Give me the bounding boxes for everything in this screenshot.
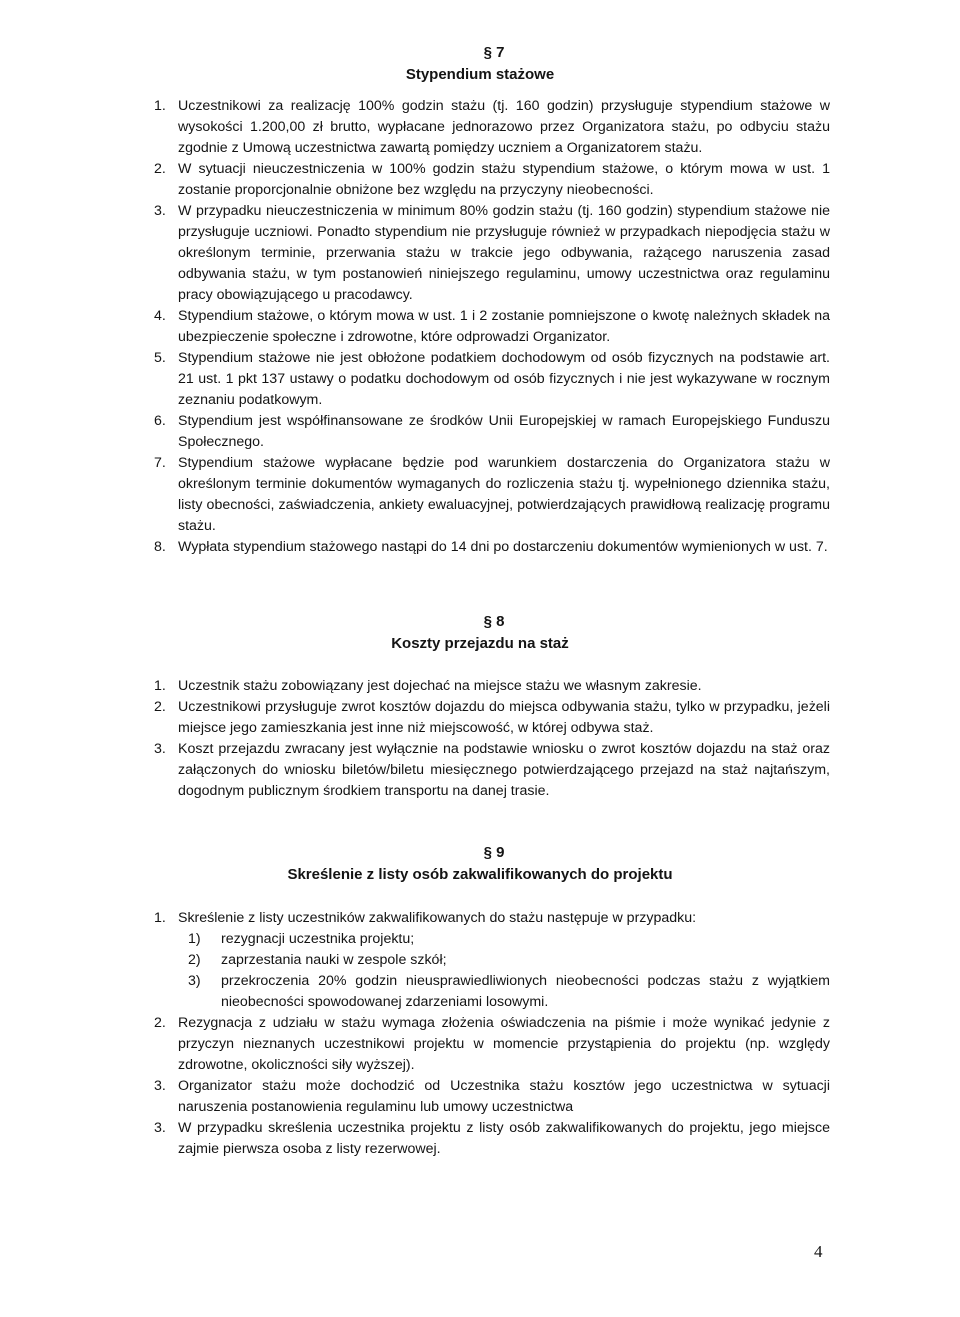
list-item: [154, 159, 830, 201]
item-text: Uczestnikowi za realizację 100% godzin stażu (tj. 160 godzin) przysługuje stypendium stażowe w wysokości 1.200,00 zł brutto, wypłacane jednorazowo przez Organizatora stażu, po odbyciu stażu zgodnie z Umową uczestnictwa zawartą pomiędzy uczniem a Organizatorem stażu.: [178, 98, 830, 156]
item-text: Skreślenie z listy uczestników zakwalifikowanych do stażu następuje w przypadku:: [178, 910, 697, 926]
item-number: 1.: [154, 678, 166, 694]
section-number: § 8: [483, 613, 505, 630]
list-item: [154, 348, 830, 411]
list-item: [154, 739, 830, 802]
section-title: Stypendium stażowe: [405, 66, 555, 83]
section-number: § 9: [483, 844, 505, 861]
item-number: 1): [188, 931, 201, 947]
item-number: 3.: [154, 1120, 166, 1136]
item-text: Stypendium stażowe, o którym mowa w ust. 1 i 2 zostanie pomniejszone o kwotę należnych składek na ubezpieczenie społeczne i zdrowotne, które odprowadzi Organizator.: [178, 308, 830, 345]
page-number: 4: [814, 1242, 823, 1261]
item-number: 3.: [154, 741, 166, 757]
sub-list-item: [188, 950, 830, 971]
item-number: 2.: [154, 1015, 166, 1031]
item-number: 3.: [154, 203, 166, 219]
item-number: 7.: [154, 455, 166, 471]
item-number: 2.: [154, 699, 166, 715]
item-text: przekroczenia 20% godzin nieusprawiedliwionych nieobecności podczas stażu z wyjątkiem nieobecności spowodowanej zdarzeniami losowymi.: [221, 973, 830, 1010]
section-number: § 7: [483, 44, 505, 61]
item-text: Koszt przejazdu zwracany jest wyłącznie na podstawie wniosku o zwrot kosztów dojazdu na staż oraz załączonych do wniosku biletów/biletu miesięcznego potwierdzającego przejazd na staż najtańszym, dogodnym publicznym środkiem transportu na danej trasie.: [178, 741, 830, 799]
item-text: zaprzestania nauki w zespole szkół;: [221, 952, 447, 968]
section-title: Skreślenie z listy osób zakwalifikowanych do projektu: [287, 866, 673, 883]
section-9: [0, 842, 960, 1160]
list-item: [154, 676, 830, 697]
sub-list: [178, 929, 830, 1013]
section-9-list: [0, 908, 960, 1160]
list-item: [154, 1076, 830, 1118]
item-number: 1.: [154, 910, 166, 926]
section-title: Koszty przejazdu na staż: [391, 635, 569, 652]
item-number: 3): [188, 973, 201, 989]
sub-list-item: [188, 929, 830, 950]
list-item: [154, 1118, 830, 1160]
item-number: 5.: [154, 350, 166, 366]
item-text: Stypendium stażowe wypłacane będzie pod warunkiem dostarczenia do Organizatora stażu w określonym terminie dokumentów wymaganych do rozliczenia stażu tj. wypełnionego dziennika stażu, listy obecności, zaświadczenia, ankiety ewaluacyjnej, potwierdzających prawidłową realizację programu stażu.: [178, 455, 830, 534]
item-text: rezygnacji uczestnika projektu;: [221, 931, 415, 947]
item-text: W przypadku skreślenia uczestnika projektu z listy osób zakwalifikowanych do projektu, jego miejsce zajmie pierwsza osoba z listy rezerwowej.: [178, 1120, 830, 1157]
item-number: 2): [188, 952, 201, 968]
item-text: Wypłata stypendium stażowego nastąpi do 14 dni po dostarczeniu dokumentów wymienionych w ust. 7.: [178, 539, 828, 555]
list-item: [154, 411, 830, 453]
item-text: W sytuacji nieuczestniczenia w 100% godzin stażu stypendium stażowe, o którym mowa w ust. 1 zostanie proporcjonalnie obniżone bez względu na przyczyny nieobecności.: [178, 161, 830, 198]
list-item: [154, 201, 830, 306]
list-item: [154, 697, 830, 739]
item-text: Uczestnik stażu zobowiązany jest dojechać na miejsce stażu we własnym zakresie.: [178, 678, 702, 694]
section-8: [0, 611, 960, 802]
list-item: [154, 306, 830, 348]
section-8-list: [0, 676, 960, 802]
item-number: 8.: [154, 539, 166, 555]
item-text: Uczestnikowi przysługuje zwrot kosztów dojazdu do miejsca odbywania stażu, tylko w przypadku, jeżeli miejsce jego zamieszkania jest inne niż miejscowość, w której odbywa staż.: [178, 699, 830, 736]
sub-list-item: [188, 971, 830, 1013]
list-item: [154, 453, 830, 537]
item-number: 2.: [154, 161, 166, 177]
item-text: Stypendium jest współfinansowane ze środków Unii Europejskiej w ramach Europejskiego Funduszu Społecznego.: [178, 413, 830, 450]
item-text: W przypadku nieuczestniczenia w minimum 80% godzin stażu (tj. 160 godzin) stypendium stażowe nie przysługuje uczniowi. Ponadto stypendium nie przysługuje również w przypadkach niepodjęcia stażu w określonym terminie, przerwania stażu w trakcie jego odbywania, rażącego naruszenia zasad odbywania stażu, w tym postanowień niniejszego regulaminu, umowy uczestnictwa oraz regulaminu pracy obowiązującego u pracodawcy.: [178, 203, 830, 303]
item-number: 1.: [154, 98, 166, 114]
item-text: Organizator stażu może dochodzić od Uczestnika stażu kosztów jego uczestnictwa w sytuacji naruszenia postanowienia regulaminu lub umowy uczestnictwa: [178, 1078, 830, 1115]
list-item: [154, 1013, 830, 1076]
item-text: Stypendium stażowe nie jest obłożone podatkiem dochodowym od osób fizycznych na podstawie art. 21 ust. 1 pkt 137 ustawy o podatku dochodowym od osób fizycznych i nie jest wykazywane w rocznym zeznaniu podatkowym.: [178, 350, 830, 408]
list-item: [154, 908, 830, 1013]
item-number: 4.: [154, 308, 166, 324]
list-item: [154, 96, 830, 159]
item-number: 3.: [154, 1078, 166, 1094]
section-7: [0, 42, 960, 558]
item-number: 6.: [154, 413, 166, 429]
section-7-list: [0, 96, 960, 558]
list-item: [154, 537, 830, 558]
item-text: Rezygnacja z udziału w stażu wymaga złożenia oświadczenia na piśmie i może wynikać jedynie z przyczyn nieznanych uczestnikowi projektu w momencie przystąpienia do projektu (np. względy zdrowotne, okoliczności siły wyższej).: [178, 1015, 830, 1073]
